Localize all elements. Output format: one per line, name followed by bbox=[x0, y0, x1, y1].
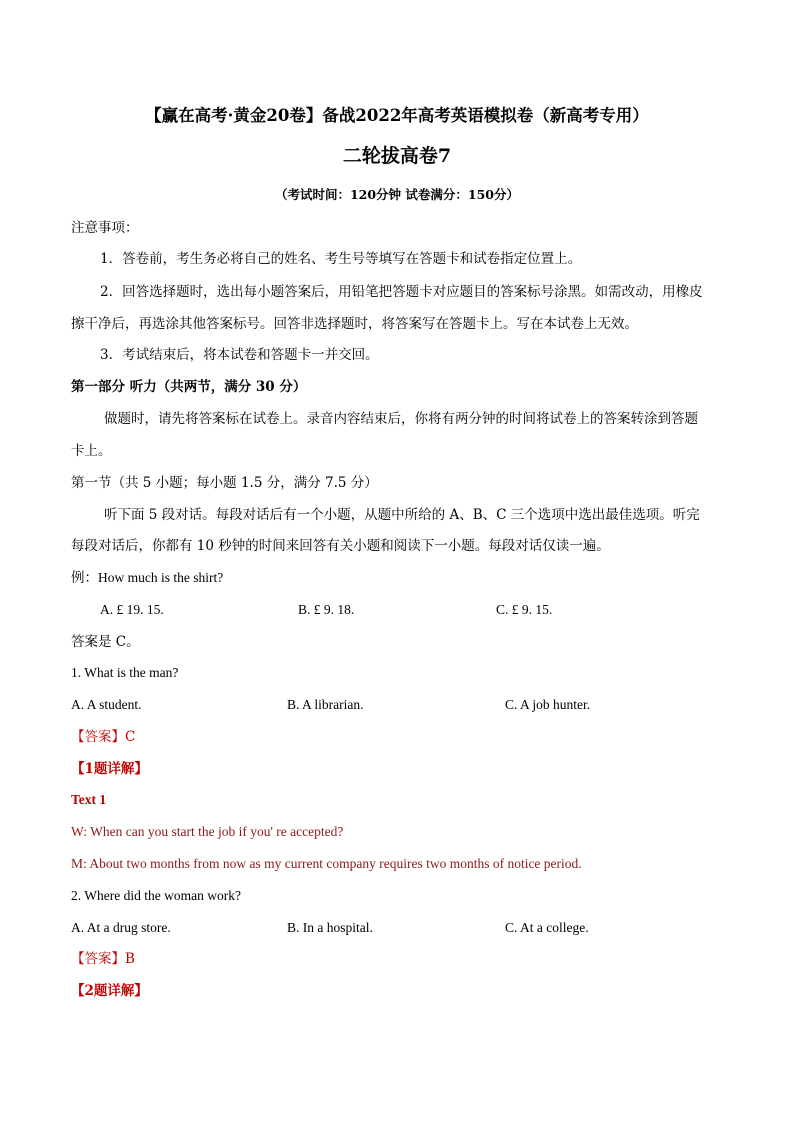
part1-intro-line-2: 卡上。 bbox=[71, 443, 112, 459]
note-item-2-line-2: 擦干净后，再选涂其他答案标号。回答非选择题时，将答案写在答题卡上。写在本试卷上无效。 bbox=[71, 316, 638, 332]
example-answer: 答案是 C。 bbox=[71, 634, 140, 650]
exam-meta: （考试时间：120分钟 试卷满分：150分） bbox=[274, 187, 520, 202]
note-item-1: 1．答卷前，考生务必将自己的姓名、考生号等填写在答题卡和试卷指定位置上。 bbox=[100, 251, 582, 267]
q1-text-label: Text 1 bbox=[71, 792, 107, 807]
q1-option-a: A. A student. bbox=[71, 697, 142, 712]
q1-answer: 【答案】C bbox=[71, 729, 136, 745]
section1-heading: 第一节（共 5 小题；每小题 1.5 分，满分 7.5 分） bbox=[71, 475, 378, 491]
notes-heading: 注意事项： bbox=[71, 220, 139, 236]
q2-detail-heading: 【2题详解】 bbox=[71, 983, 148, 999]
example-option-b: B. £ 9. 18. bbox=[298, 602, 355, 617]
q2-answer: 【答案】B bbox=[71, 951, 135, 967]
example-option-a: A. £ 19. 15. bbox=[100, 602, 164, 617]
q1-dialogue-man: M: About two months from now as my current company requires two months of notice period. bbox=[71, 856, 582, 871]
exam-title: 【赢在高考·黄金20卷】备战2022年高考英语模拟卷（新高考专用） bbox=[145, 106, 649, 125]
q2-option-c: C. At a college. bbox=[505, 920, 589, 935]
q1-dialogue-woman: W: When can you start the job if you' re accepted? bbox=[71, 824, 344, 839]
example-question: 例：How much is the shirt? bbox=[71, 570, 224, 585]
part1-intro-line-1: 做题时，请先将答案标在试卷上。录音内容结束后，你将有两分钟的时间将试卷上的答案转涂到答题 bbox=[104, 411, 698, 427]
section1-instructions-line-2: 每段对话后，你都有 10 秒钟的时间来回答有关小题和阅读下一小题。每段对话仅读一遍。 bbox=[71, 538, 610, 554]
part1-heading: 第一部分 听力（共两节，满分 30 分） bbox=[71, 379, 307, 395]
section1-instructions-line-1: 听下面 5 段对话。每段对话后有一个小题，从题中所给的 A、B、C 三个选项中选出最佳选项。听完 bbox=[104, 507, 700, 523]
q1-option-b: B. A librarian. bbox=[287, 697, 364, 712]
q2-option-a: A. At a drug store. bbox=[71, 920, 171, 935]
example-option-c: C. £ 9. 15. bbox=[496, 602, 553, 617]
note-item-2-line-1: 2．回答选择题时，选出每小题答案后，用铅笔把答题卡对应题目的答案标号涂黑。如需改动，用橡皮 bbox=[100, 284, 703, 300]
q1-detail-heading: 【1题详解】 bbox=[71, 761, 148, 777]
q2-question: 2. Where did the woman work? bbox=[71, 888, 241, 903]
q1-option-c: C. A job hunter. bbox=[505, 697, 591, 712]
q2-option-b: B. In a hospital. bbox=[287, 920, 373, 935]
q1-question: 1. What is the man? bbox=[71, 665, 179, 680]
note-item-3: 3．考试结束后，将本试卷和答题卡一并交回。 bbox=[100, 347, 379, 363]
exam-subtitle: 二轮拔高卷7 bbox=[342, 145, 452, 167]
